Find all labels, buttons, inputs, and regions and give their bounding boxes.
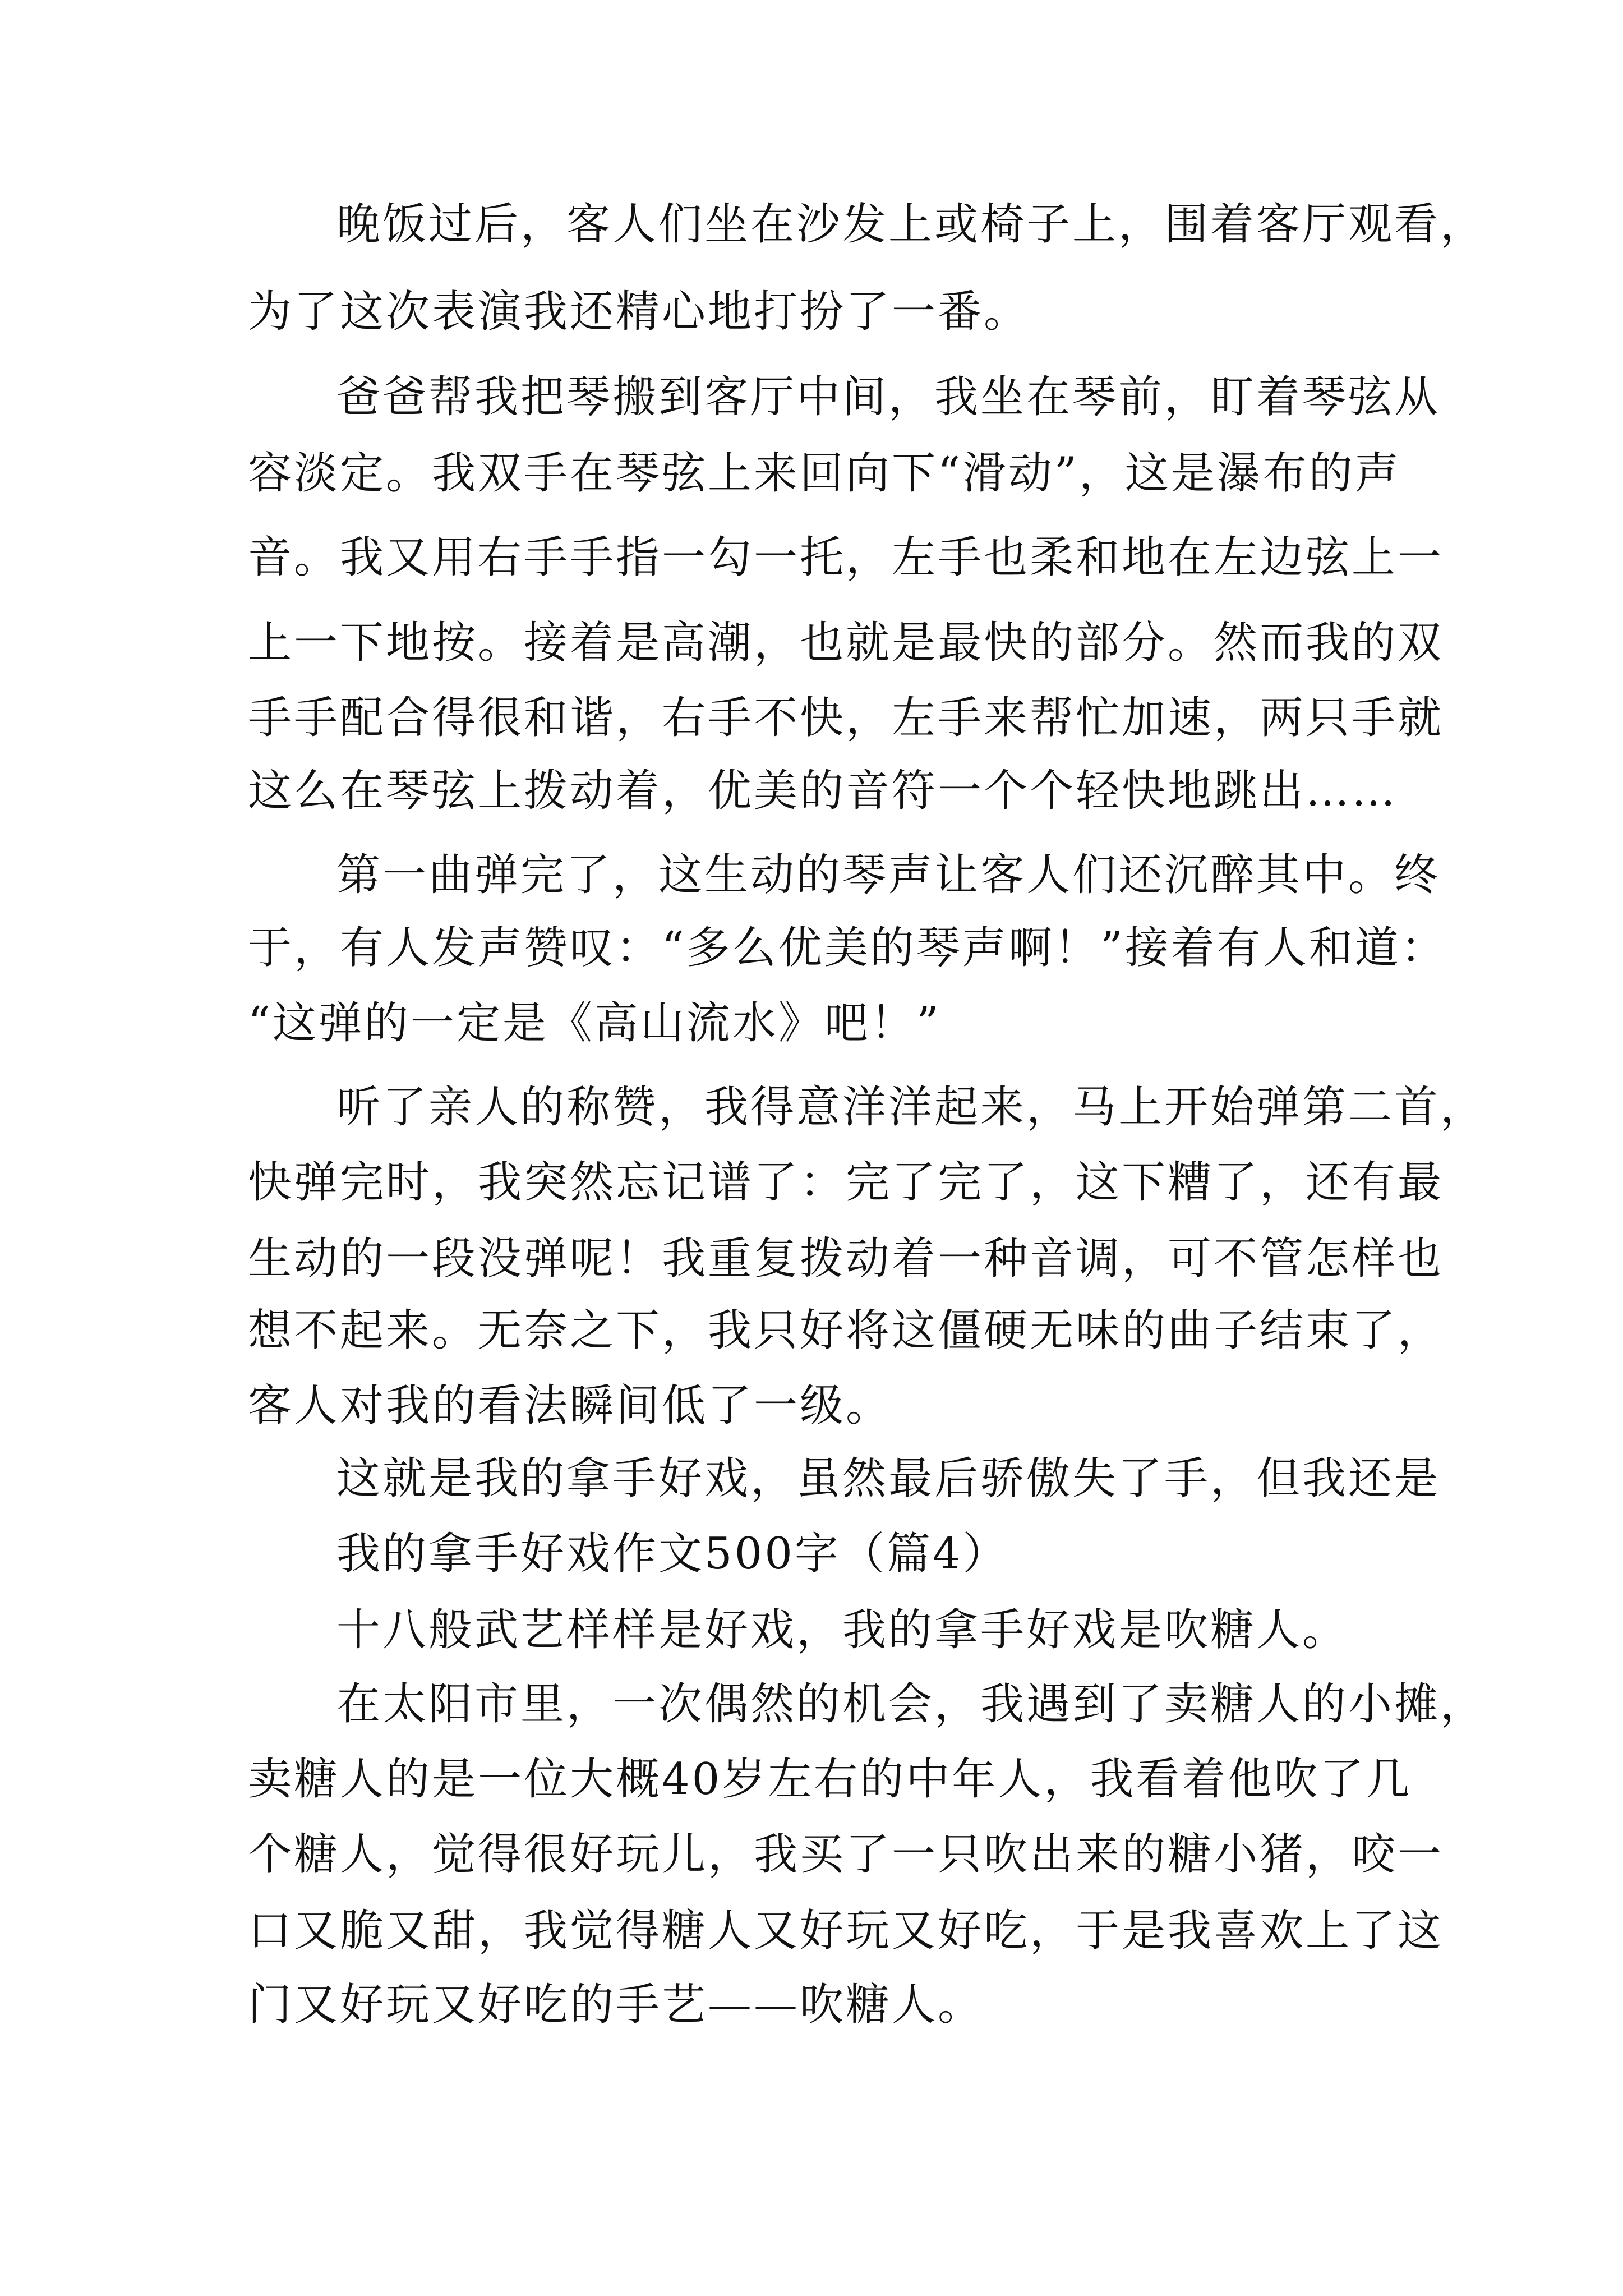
text-line: 十八般武艺样样是好戏，我的拿手好戏是吹糖人。	[336, 1605, 1349, 1655]
text-line: 快弹完时，我突然忘记谱了：完了完了，这下糟了，还有最	[248, 1157, 1444, 1208]
text-line: 口又脆又甜，我觉得糖人又好玩又好吃，于是我喜欢上了这	[248, 1906, 1444, 1956]
text-line: 生动的一段没弹呢！我重复拨动着一种音调，可不管怎样也	[248, 1234, 1444, 1284]
text-line: 音。我又用右手手指一勾一托，左手也柔和地在左边弦上一	[248, 532, 1444, 583]
text-line: 听了亲人的称赞，我得意洋洋起来，马上开始弹第二首，	[336, 1082, 1487, 1133]
text-line: 想不起来。无奈之下，我只好将这僵硬无味的曲子结束了，	[248, 1305, 1444, 1356]
text-line: 容淡定。我双手在琴弦上来回向下“滑动”，这是瀑布的声	[248, 448, 1401, 499]
text-line: 在太阳市里，一次偶然的机会，我遇到了卖糖人的小摊，	[336, 1679, 1487, 1729]
text-line: 于，有人发声赞叹：“多么优美的琴声啊！”接着有人和道：	[248, 923, 1447, 973]
text-line: 个糖人，觉得很好玩儿，我买了一只吹出来的糖小猪，咬一	[248, 1829, 1444, 1880]
text-line: 第一曲弹完了，这生动的琴声让客人们还沉醉其中。终	[336, 850, 1441, 900]
section-heading: 我的拿手好戏作文500字（篇4）	[336, 1529, 1009, 1579]
text-line: 上一下地按。接着是高潮，也就是最快的部分。然而我的双	[248, 618, 1444, 668]
text-line: 卖糖人的是一位大概40岁左右的中年人，我看着他吹了几	[248, 1754, 1412, 1805]
text-line: 为了这次表演我还精心地打扮了一番。	[248, 287, 1030, 337]
text-line: 这就是我的拿手好戏，虽然最后骄傲失了手，但我还是	[336, 1453, 1441, 1504]
text-line: 晚饭过后，客人们坐在沙发上或椅子上，围着客厅观看，	[336, 199, 1487, 250]
text-line: 手手配合得很和谐，右手不快，左手来帮忙加速，两只手就	[248, 693, 1444, 743]
text-line: 门又好玩又好吃的手艺——吹糖人。	[248, 1980, 984, 2030]
text-line: 客人对我的看法瞬间低了一级。	[248, 1381, 892, 1431]
text-line: 爸爸帮我把琴搬到客厅中间，我坐在琴前，盯着琴弦从	[336, 372, 1441, 422]
text-line: “这弹的一定是《高山流水》吧！”	[248, 998, 941, 1048]
text-line: 这么在琴弦上拨动着，优美的音符一个个轻快地跳出……	[248, 766, 1398, 816]
